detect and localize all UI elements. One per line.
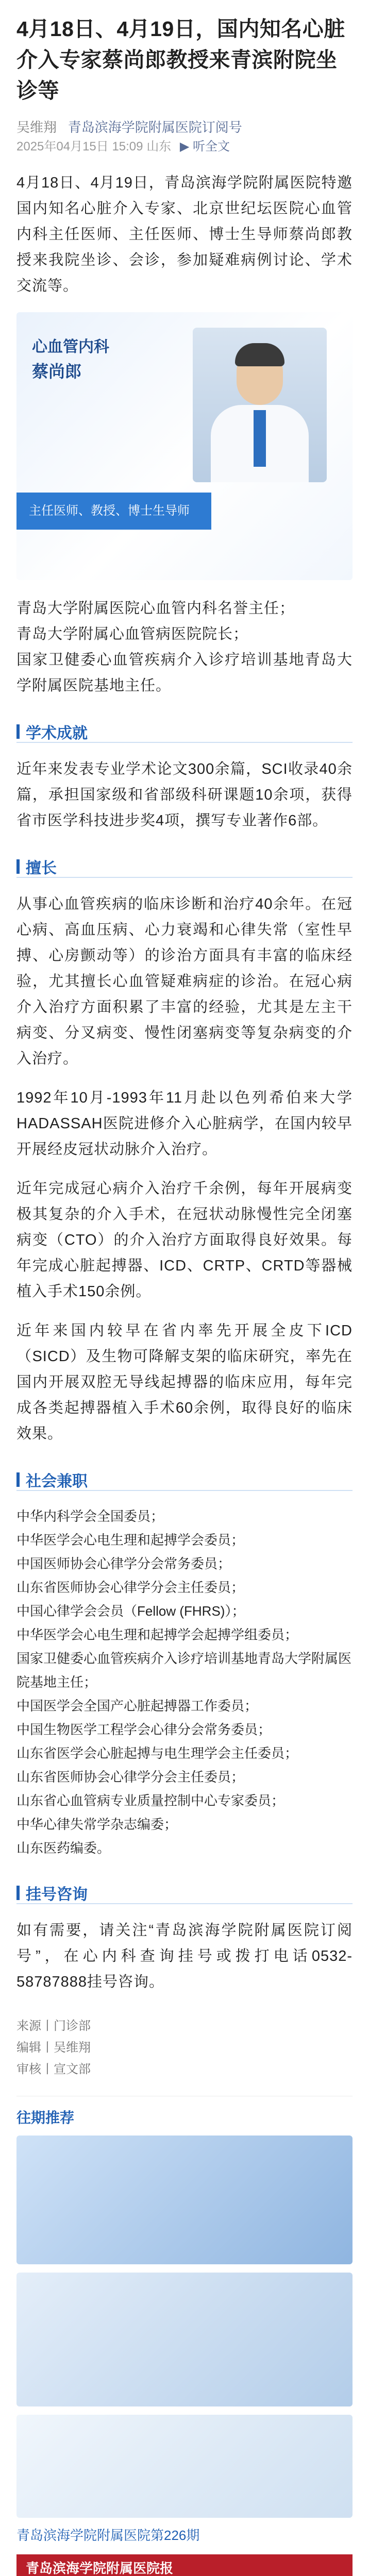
- social-list: [16, 1504, 353, 1860]
- more-heading: 往期推荐: [16, 2110, 75, 2126]
- newspaper-banner[interactable]: 青岛滨海学院附属医院报: [16, 2554, 353, 2576]
- news-image-2[interactable]: [16, 2273, 353, 2406]
- section-registration-label: 挂号咨询: [26, 1886, 88, 1903]
- author: 吴维翔: [16, 120, 57, 135]
- bio-line-3: 国家卫健委心血管疾病介入诊疗培训基地青岛大学附属医院基地主任。: [16, 652, 353, 694]
- credit-source: 来源丨门诊部: [16, 2019, 91, 2033]
- publish-date: 2025年04月15日 15:09: [16, 140, 143, 154]
- academic-paragraph: 近年来发表专业学术论文300余篇，SCI收录40余篇，承担国家级和省部级科研课题10余项，获得省市医学科技进步奖4项，撰写专业著作6部。: [16, 761, 353, 829]
- social-item: 山东省医学会心脏起搏与电生理学会主任委员；: [16, 1745, 298, 1761]
- news-image-1[interactable]: [16, 2136, 353, 2264]
- history-paragraph-3: 近年来国内较早在省内率先开展全皮下ICD（SICD）及生物可降解支架的临床研究，率先在国内开展双腔无导线起搏器的临床应用，每年完成各类起搏器植入手术60余例，取得良好的临床效果。: [16, 1323, 353, 1442]
- social-item: 山东医药编委。: [16, 1840, 111, 1856]
- registration-paragraph: 如有需要，请关注“青岛滨海学院附属医院订阅号”，在心内科查询挂号或拨打电话0532-58787888挂号咨询。: [16, 1922, 353, 1990]
- doctor-name: 蔡尚郎: [32, 362, 82, 381]
- doctor-dept: 心血管内科: [32, 338, 109, 355]
- social-item: 中华医学会心电生理和起搏学会委员；: [16, 1532, 245, 1548]
- social-item: 山东省医师协会心律学分会主任委员；: [16, 1580, 245, 1595]
- section-social: [16, 1467, 353, 1491]
- social-item: 中华内科学会全国委员；: [16, 1509, 164, 1524]
- social-item: 中华医学会心电生理和起搏学会起搏学组委员；: [16, 1627, 298, 1642]
- expertise-paragraph: 从事心血管疾病的临床诊断和治疗40余年。在冠心病、高血压病、心力衰竭和心律失常（室性早搏、心房颤动等）的诊治方面具有丰富的临床经验，尤其擅长心血管疑难病症的诊治。在冠心病介入治疗方面积累了丰富的经验，尤其是左主干病变、分叉病变、慢性闭塞病变等复杂病变的介入治疗。: [16, 896, 353, 1067]
- social-item: 中国医学会全国产心脏起搏器工作委员；: [16, 1698, 258, 1714]
- article-meta-2: [16, 137, 353, 157]
- credits: [16, 2015, 353, 2080]
- listen-button[interactable]: ▶ 听全文: [179, 140, 230, 154]
- social-item: 山东省医师协会心律学分会主任委员；: [16, 1769, 245, 1785]
- social-item: 中国心律学会会员（Fellow (FHRS)）；: [16, 1603, 245, 1619]
- doctor-titles: 主任医师、教授、博士生导师: [16, 493, 211, 530]
- article-title: 4月18日、4月19日，国内知名心脏介入专家蔡尚郎教授来青滨附院坐诊等: [16, 17, 345, 103]
- credit-review: 审核丨宣文部: [16, 2062, 91, 2076]
- doctor-photo: [193, 328, 327, 482]
- section-expertise-label: 擅长: [26, 860, 57, 877]
- social-item: 中国生物医学工程学会心律分会常务委员；: [16, 1722, 272, 1737]
- article-meta: [16, 117, 353, 137]
- social-item: 中国医师协会心律学分会常务委员；: [16, 1556, 231, 1571]
- history-paragraph-2: 近年完成冠心病介入治疗千余例，每年开展病变极其复杂的介入手术，在冠状动脉慢性完全闭塞病变（CTO）的介入治疗方面取得良好效果。每年完成心脏起搏器、ICD、CRTP、CRTD等器械植入手术150余例。: [16, 1180, 353, 1300]
- history-paragraph-1: 1992年10月-1993年11月赴以色列希伯来大学HADASSAH医院进修介入心脏病学，在国内较早开展经皮冠状动脉介入治疗。: [16, 1090, 353, 1158]
- credit-editor: 编辑丨吴维翔: [16, 2041, 91, 2055]
- intro-paragraph: 4月18日、4月19日，青岛滨海学院附属医院特邀国内知名心脏介入专家、北京世纪坛医院心血管内科主任医师、主任医师、博士生导师蔡尚郎教授来我院坐诊、会诊，参加疑难病例讨论、学术交流等。: [16, 175, 353, 294]
- news-caption[interactable]: 青岛滨海学院附属医院第226期: [16, 2528, 200, 2543]
- account-link[interactable]: 青岛滨海学院附属医院订阅号: [68, 120, 242, 135]
- listen-label: 听全文: [192, 140, 230, 154]
- section-expertise: [16, 854, 353, 878]
- bio-line-2: 青岛大学附属心血管病医院院长；: [16, 626, 249, 642]
- section-social-label: 社会兼职: [26, 1473, 88, 1490]
- social-item: 山东省心血管病专业质量控制中心专家委员；: [16, 1793, 285, 1808]
- region: 山东: [146, 140, 172, 154]
- news-image-3[interactable]: [16, 2415, 353, 2518]
- social-item: 中华心律失常学杂志编委；: [16, 1817, 178, 1832]
- social-item: 国家卫健委心血管疾病介入诊疗培训基地青岛大学附属医院基地主任；: [16, 1651, 352, 1690]
- section-registration: [16, 1880, 353, 1904]
- more-news: [16, 2096, 353, 2576]
- section-academic: [16, 719, 353, 743]
- bio-line-1: 青岛大学附属医院心血管内科名誉主任；: [16, 600, 295, 617]
- section-academic-label: 学术成就: [26, 725, 88, 742]
- doctor-card: [16, 312, 353, 580]
